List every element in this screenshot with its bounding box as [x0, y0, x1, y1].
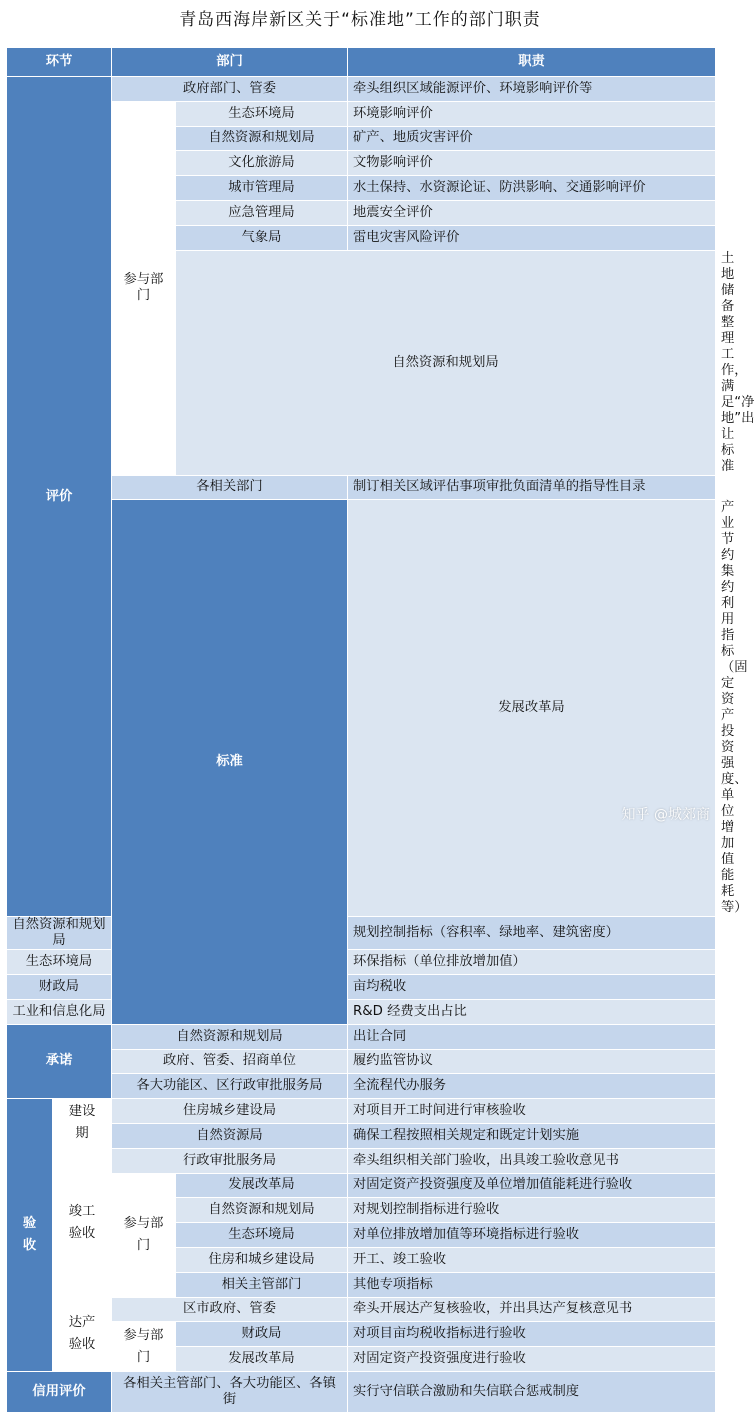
dept-cell: 工业和信息化局	[7, 999, 112, 1024]
dept-cell: 财政局	[176, 1322, 348, 1347]
dept-cell: 自然资源和规划局	[176, 1198, 348, 1223]
dept-cell: 发展改革局	[176, 1347, 348, 1372]
participate-label: 参与部门	[112, 1322, 176, 1372]
table-row	[7, 1049, 716, 1074]
dept-cell: 生态环境局	[7, 950, 112, 975]
duty-cell: 规划控制指标（容积率、绿地率、建筑密度）	[348, 917, 716, 950]
dept-cell: 各大功能区、区行政审批服务局	[112, 1074, 348, 1099]
table-row	[7, 77, 716, 102]
table-row: 标准 发展改革局 产业节约集约利用指标（固定资产投资强度、单位增加值能耗等）	[7, 500, 716, 917]
duty-cell: 牵头组织区域能源评价、环境影响评价等	[348, 77, 716, 102]
dept-cell: 政府部门、管委	[112, 77, 348, 102]
table-row	[7, 1148, 716, 1173]
table-row	[7, 1123, 716, 1148]
watermark: 知乎 @城郊商	[621, 807, 710, 823]
dept-cell: 住房和城乡建设局	[176, 1247, 348, 1272]
duty-cell: 出让合同	[348, 1024, 716, 1049]
dept-cell: 生态环境局	[176, 101, 348, 126]
dept-cell: 财政局	[7, 975, 112, 1000]
responsibility-table	[6, 47, 754, 1413]
production-label: 达产验收	[53, 1297, 112, 1371]
table-row	[7, 1322, 716, 1347]
table-row	[7, 1024, 716, 1049]
completion-label: 竣工验收	[53, 1148, 112, 1297]
duty-cell: 开工、竣工验收	[348, 1247, 716, 1272]
header-stage: 环节	[7, 48, 112, 77]
table-row	[7, 1074, 716, 1099]
section-eval: 评价	[7, 77, 112, 917]
table-row	[7, 1371, 716, 1412]
participate-label: 参与部门	[112, 101, 176, 475]
dept-cell: 气象局	[176, 225, 348, 250]
duty-cell: 全流程代办服务	[348, 1074, 716, 1099]
table-row	[7, 475, 716, 500]
duty-cell: 对固定资产投资强度及单位增加值能耗进行验收	[348, 1173, 716, 1198]
section-accept: 验收	[7, 1099, 53, 1372]
duty-cell: 实行守信联合激励和失信联合惩戒制度	[348, 1371, 716, 1412]
table-row	[7, 1099, 716, 1124]
dept-cell: 生态环境局	[176, 1223, 348, 1248]
dept-cell: 文化旅游局	[176, 151, 348, 176]
dept-cell: 自然资源局	[112, 1123, 348, 1148]
dept-cell: 政府、管委、招商单位	[112, 1049, 348, 1074]
participate-label: 参与部门	[112, 1173, 176, 1297]
dept-cell: 各相关主管部门、各大功能区、各镇街	[112, 1371, 348, 1412]
duty-cell: 地震安全评价	[348, 200, 716, 225]
section-standard: 标准	[112, 500, 348, 1024]
dept-cell: 行政审批服务局	[112, 1148, 348, 1173]
duty-cell: 对项目开工时间进行审核验收	[348, 1099, 716, 1124]
duty-cell: 确保工程按照相关规定和既定计划实施	[348, 1123, 716, 1148]
duty-cell: 制订相关区域评估事项审批负面清单的指导性目录	[348, 475, 716, 500]
duty-cell: 雷电灾害风险评价	[348, 225, 716, 250]
table-row	[7, 1297, 716, 1322]
dept-cell: 应急管理局	[176, 200, 348, 225]
table-row	[7, 1173, 716, 1198]
dept-cell: 各相关部门	[112, 475, 348, 500]
table-row	[7, 101, 716, 126]
dept-cell: 自然资源和规划局	[7, 917, 112, 950]
dept-cell: 发展改革局	[176, 1173, 348, 1198]
section-credit: 信用评价	[7, 1371, 112, 1412]
dept-cell: 自然资源和规划局	[176, 250, 716, 475]
duty-cell: 水土保持、水资源论证、防洪影响、交通影响评价	[348, 176, 716, 201]
duty-cell: 对规划控制指标进行验收	[348, 1198, 716, 1223]
dept-cell: 区市政府、管委	[112, 1297, 348, 1322]
duty-cell: 牵头组织相关部门验收，出具竣工验收意见书	[348, 1148, 716, 1173]
duty-cell: 矿产、地质灾害评价	[348, 126, 716, 151]
page-title: 青岛西海岸新区关于“标准地”工作的部门职责	[179, 10, 541, 30]
table-row: 自然资源和规划局 土地储备整理工作，满足“净地”出让标准	[7, 250, 716, 475]
dept-cell: 城市管理局	[176, 176, 348, 201]
section-commit: 承诺	[7, 1024, 112, 1098]
build-period-label: 建设期	[53, 1099, 112, 1149]
duty-cell: 环境影响评价	[348, 101, 716, 126]
duty-cell: 环保指标（单位排放增加值）	[348, 950, 716, 975]
duty-cell: 牵头开展达产复核验收，并出具达产复核意见书	[348, 1297, 716, 1322]
header-department: 部门	[112, 48, 348, 77]
header-duty: 职责	[348, 48, 716, 77]
duty-cell: 亩均税收	[348, 975, 716, 1000]
dept-cell: 自然资源和规划局	[112, 1024, 348, 1049]
dept-cell: 发展改革局	[348, 500, 716, 917]
dept-cell: 住房城乡建设局	[112, 1099, 348, 1124]
duty-cell: 履约监管协议	[348, 1049, 716, 1074]
duty-cell: 对固定资产投资强度进行验收	[348, 1347, 716, 1372]
duty-cell: 对项目亩均税收指标进行验收	[348, 1322, 716, 1347]
duty-cell: R&D 经费支出占比	[348, 999, 716, 1024]
table-header-row	[7, 48, 716, 77]
duty-cell: 对单位排放增加值等环境指标进行验收	[348, 1223, 716, 1248]
duty-cell: 其他专项指标	[348, 1272, 716, 1297]
dept-cell: 相关主管部门	[176, 1272, 348, 1297]
duty-cell: 文物影响评价	[348, 151, 716, 176]
dept-cell: 自然资源和规划局	[176, 126, 348, 151]
